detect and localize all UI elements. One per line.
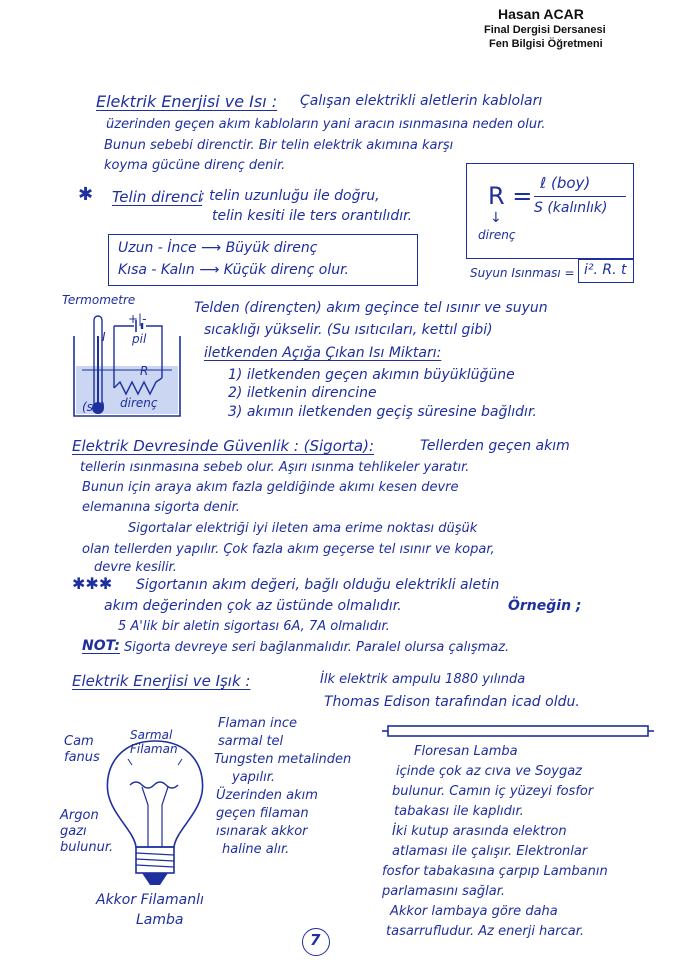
glass-bulb-label: Cam fanus bbox=[64, 734, 100, 765]
heating-formula: i². R. t bbox=[584, 262, 627, 278]
bulb-caption-1: Akkor Filamanlı bbox=[96, 892, 204, 908]
fluorescent-line-8: Akkor lambaya göre daha bbox=[390, 904, 558, 919]
label-water: (su) bbox=[82, 400, 106, 414]
fuse-rule-line-1: Sigortanın akım değeri, bağlı olduğu elektrikli aletin bbox=[136, 577, 500, 593]
header-line-2: Final Dergisi Dersanesi bbox=[484, 24, 606, 36]
fraction-bar bbox=[534, 196, 626, 197]
filament-desc-8: haline alır. bbox=[222, 842, 290, 857]
wire-resistance-title: Telin direnci bbox=[112, 188, 203, 206]
factor-3: 3) akımın iletkenden geçiş süresine bağlıdır. bbox=[228, 404, 537, 420]
header-line-3: Fen Bilgisi Öğretmeni bbox=[489, 38, 603, 50]
fuse-line-6: olan tellerden yapılır. Çok fazla akım geçerse tel ısınır ve kopar, bbox=[82, 542, 495, 557]
formula-lhs: R = bbox=[488, 182, 533, 210]
experiment-line-2: sıcaklığı yükselir. (Su ısıtıcıları, kettıl gibi) bbox=[204, 322, 493, 338]
fuse-rule-line-2: akım değerinden çok az üstünde olmalıdır. bbox=[104, 598, 402, 614]
author-name: Hasan ACAR bbox=[498, 6, 584, 22]
factor-1: 1) iletkenden geçen akımın büyüklüğüne bbox=[228, 367, 515, 383]
thermometer-label: Termometre bbox=[62, 293, 136, 307]
star-mark: ✱ bbox=[78, 184, 94, 205]
filament-desc-7: ısınarak akkor bbox=[216, 824, 308, 839]
argon-gas-label: Argon gazı bulunur. bbox=[60, 808, 114, 855]
fluorescent-line-6: fosfor tabakasına çarpıp Lambanın bbox=[382, 864, 608, 879]
fluorescent-line-7: parlamasını sağlar. bbox=[382, 884, 505, 899]
label-current: I bbox=[102, 330, 106, 344]
section-title-fuse: Elektrik Devresinde Güvenlik : (Sigorta): bbox=[72, 437, 375, 455]
light-line-1: İlk elektrik ampulu 1880 yılında bbox=[320, 672, 526, 687]
fluorescent-line-2: bulunur. Camın iç yüzeyi fosfor bbox=[392, 784, 594, 799]
filament-desc-6: geçen filaman bbox=[216, 806, 309, 821]
fluorescent-line-9: tasarrufludur. Az enerji harcar. bbox=[386, 924, 585, 939]
fuse-line-3: Bunun için araya akım fazla geldiğinde akımı kesen devre bbox=[82, 480, 459, 495]
filament-desc-1: Flaman ince bbox=[218, 716, 298, 731]
fluorescent-line-1: içinde çok az cıva ve Soygaz bbox=[396, 764, 582, 779]
label-resistance: direnç bbox=[120, 396, 158, 410]
fluorescent-line-3: tabakası ile kaplıdır. bbox=[394, 804, 524, 819]
filament-desc-5: Üzerinden akım bbox=[216, 788, 318, 803]
formula-denominator: S (kalınlık) bbox=[534, 200, 608, 216]
fuse-line-7: devre kesilir. bbox=[94, 560, 177, 575]
box-line-1: Uzun - İnce ⟶ Büyük direnç bbox=[118, 240, 318, 256]
section1-line-4: koyma gücüne direnç denir. bbox=[104, 158, 286, 173]
fuse-line-1: Tellerden geçen akım bbox=[420, 438, 570, 454]
label-resistor: R bbox=[140, 364, 149, 378]
fuse-example: 5 A'lik bir aletin sigortası 6A, 7A olmalıdır. bbox=[118, 619, 390, 634]
section1-line-1: Çalışan elektrikli aletlerin kabloları bbox=[300, 93, 543, 109]
formula-resistance-note: direnç bbox=[478, 228, 516, 242]
fluorescent-tube-drawing bbox=[382, 722, 654, 742]
formula-arrow: ↓ bbox=[490, 210, 502, 226]
label-battery: pil bbox=[132, 332, 147, 346]
section-title-energy-heat: Elektrik Enerjisi ve Isı : bbox=[96, 92, 278, 111]
section1-line-3: Bunun sebebi direnctir. Bir telin elektrik akımına karşı bbox=[104, 138, 454, 153]
wire-resistance-line-2: telin kesiti ile ters orantılıdır. bbox=[212, 208, 413, 224]
filament-desc-3: Tungsten metalinden bbox=[214, 752, 352, 767]
heating-label: Suyun Isınması = bbox=[470, 266, 575, 280]
fuse-line-2: tellerin ısınmasına sebeb olur. Aşırı ısınma tehlikeler yaratır. bbox=[80, 460, 470, 475]
note-text: Sigorta devreye seri bağlanmalıdır. Paralel olursa çalışmaz. bbox=[124, 640, 510, 655]
label-battery-poles: +|- bbox=[128, 312, 147, 326]
light-line-2: Thomas Edison tarafından icad oldu. bbox=[324, 694, 580, 710]
fuse-line-5: Sigortalar elektriği iyi ileten ama erime noktası düşük bbox=[128, 521, 478, 536]
note-label: NOT: bbox=[82, 638, 121, 654]
fuse-line-4: elemanına sigorta denir. bbox=[82, 500, 240, 515]
bulb-caption-2: Lamba bbox=[136, 912, 184, 928]
section1-line-2: üzerinden geçen akım kabloların yani aracın ısınmasına neden olur. bbox=[106, 117, 546, 132]
box-line-2: Kısa - Kalın ⟶ Küçük direnç olur. bbox=[118, 262, 349, 278]
filament-desc-4: yapılır. bbox=[232, 770, 276, 785]
fluorescent-line-5: atlaması ile çalışır. Elektronlar bbox=[392, 844, 588, 859]
heat-amount-title: iletkenden Açığa Çıkan Isı Miktarı: bbox=[204, 345, 442, 361]
experiment-line-1: Telden (dirençten) akım geçince tel ısınır ve suyun bbox=[194, 300, 548, 316]
fluorescent-line-4: İki kutup arasında elektron bbox=[392, 824, 567, 839]
formula-numerator: ℓ (boy) bbox=[540, 174, 591, 192]
coil-filament-label: Sarmal Filaman bbox=[130, 728, 178, 756]
section-title-energy-light: Elektrik Enerjisi ve Işık : bbox=[72, 672, 251, 690]
example-label: Örneğin ; bbox=[508, 598, 582, 614]
wire-resistance-line-1: ; telin uzunluğu ile doğru, bbox=[200, 188, 380, 204]
page-number: 7 bbox=[310, 931, 321, 949]
factor-2: 2) iletkenin direncine bbox=[228, 385, 377, 401]
triple-star-mark: ✱✱✱ bbox=[72, 574, 113, 593]
fluorescent-title: Floresan Lamba bbox=[414, 744, 518, 759]
filament-desc-2: sarmal tel bbox=[218, 734, 284, 749]
